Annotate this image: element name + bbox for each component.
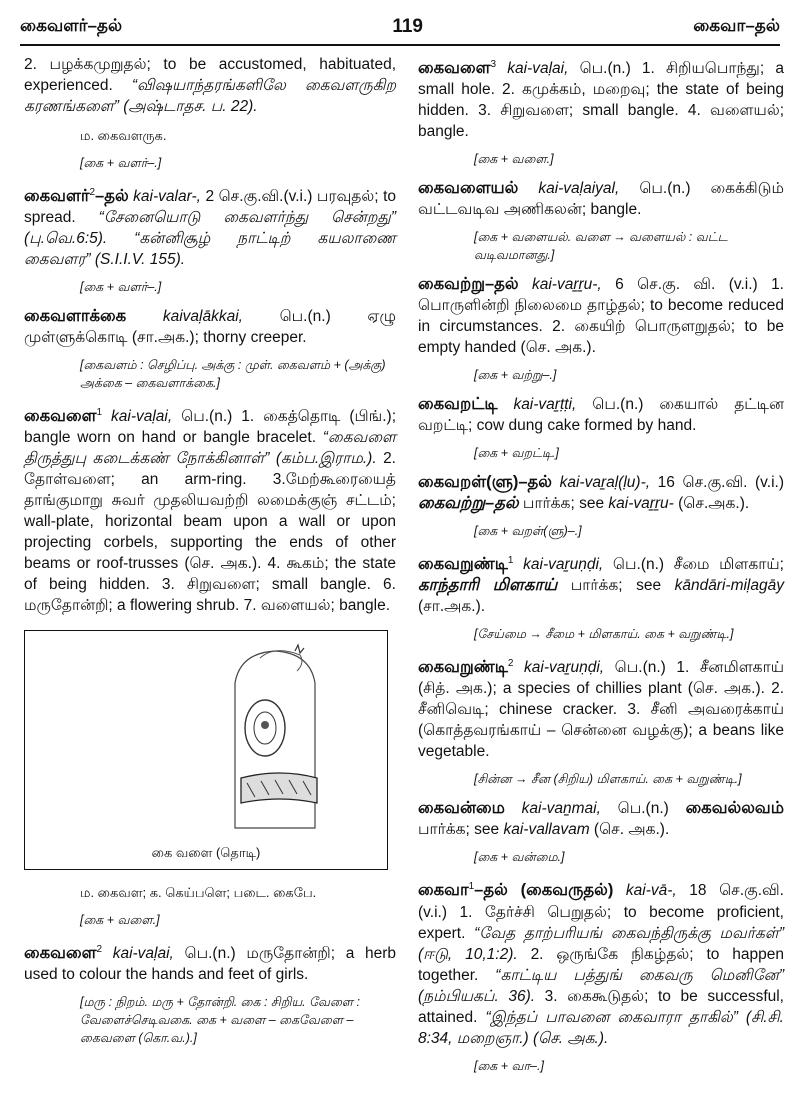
header-rule <box>20 44 780 46</box>
etymology: [மரு : நிறம். மரு + தோன்றி. கை : சிறிய. வேளை : வேளைச்செடிவகை. கை + வளை – கைவேளை – கைவளை (கொ.வ.).] <box>80 995 360 1046</box>
quotation: “சேனையொடு கைவளர்ந்து சென்றது” (பு.வெ.6:5). “கன்னிசூழ் நாட்டிற் கயலாணை கைவளர” (S.I.I.V. 155). <box>24 209 396 269</box>
definition-text: 16 செ.கு.வி. (v.i.) <box>650 474 784 492</box>
entry-continued <box>24 54 396 117</box>
entry-kaivarru <box>418 274 784 358</box>
entry-kaivanmai <box>418 798 784 840</box>
header-right-guide-word: கைவா–தல் <box>693 16 780 35</box>
entry-kaivalai-1 <box>24 402 396 616</box>
headword: கைவறள்(ளு)–தல் <box>418 473 552 492</box>
transliteration: kai-vaṟaḷ(ḷu)-, <box>559 474 651 492</box>
left-column <box>24 54 396 1057</box>
etymology: [கை + வறட்டி.] <box>474 446 559 461</box>
homonym-number: 1 <box>96 407 103 419</box>
transliteration: kai-valar-, <box>133 188 201 206</box>
definition-text: 2 செ.கு.வி.(v.i.) பரவுதல்; to spread. <box>24 188 397 227</box>
headword: கைவளை <box>24 944 97 963</box>
transliteration: kai-vā-, <box>625 882 677 900</box>
homonym-number: 2 <box>89 187 96 198</box>
entry-kaiva-1 <box>418 876 784 1048</box>
definition-text: 18 செ.கு.வி. (v.i.) 1. தேர்ச்சி பெறுதல்; to become proficient, expert. <box>418 882 784 942</box>
bangle-illustration <box>24 630 388 870</box>
etymology: [கை + வளை.] <box>80 913 160 928</box>
entry-kaivaral <box>418 472 784 514</box>
entry-kaivalaiyal <box>418 178 784 220</box>
headword: கைவா <box>418 881 469 900</box>
entry-kaivalakkai <box>24 306 396 348</box>
page-number: 119 <box>392 16 423 37</box>
definition-text-2: பார்க்க; see <box>557 577 675 595</box>
homonym-number: 2 <box>96 944 103 956</box>
transliteration: kai-vaḷai, <box>111 408 173 426</box>
cross-reference: கைவல்லவம் <box>685 799 784 818</box>
etymology: [சேய்மை → சீமை + மிளகாய். கை + வறுண்டி.] <box>474 627 734 642</box>
headword: கைவறுண்டி <box>418 658 508 677</box>
transliteration: kai-vaṟuṇḍi, <box>523 556 604 574</box>
headword-suffix: –தல் (கைவருதல்) <box>474 881 614 900</box>
transliteration: kai-vaṟuṇḍi, <box>524 659 605 677</box>
definition-text: பெ.(n.) 1. சீனமிளகாய் (சித். அக.); a species of chillies plant (செ. அக.). 2. சீனிவெடி; chinese cracker. 3. சீனி அவரைக்காய் (கொத்தவரங்காய் – சென்னை வழக்கு); a beans like vegetable. <box>418 659 784 761</box>
page-header <box>20 14 780 40</box>
headword: கைவறட்டி <box>418 395 498 414</box>
homonym-number: 2 <box>507 658 514 670</box>
cognates: ம. கைவள; க. கெய்பளெ; படை. கைபே. <box>80 885 317 901</box>
cross-reference-transliteration: kāndāri-miḷagāy <box>674 577 784 595</box>
transliteration: kai-vaḷaiyal, <box>538 180 620 198</box>
definition-text: பெ.(n.) கைக்கிடும் வட்டவடிவ அணிகலன்; bangle. <box>418 180 784 219</box>
etymology: [கை + வற்று–.] <box>474 368 557 383</box>
homonym-number: 1 <box>507 555 514 567</box>
homonym-number: 1 <box>468 881 475 893</box>
definition-text-2: 2. ஒருங்கே நிகழ்தல்; to happen together. <box>418 945 785 984</box>
right-column <box>418 54 784 1085</box>
definition-text-2: 2. தோள்வளை; an arm-ring. 3.மேற்கூரையைத் தாங்குமாறு சுவர் முதலியவற்றி லமைக்குஞ் சட்டம்; wall-plate, horizontal beam upon a wall or upon projecting corbels, supporting the ends of other beams or roof-trusses (செ. அக.). 4. கூகம்; the state of being hidden. 3. சிறுவளை; small bangle. 6. மருதோன்றி; a flowering shrub. 7. வளையல்; bangle. <box>24 450 396 615</box>
cognates: ம. கைவளருக. <box>80 128 167 143</box>
headword: கைவளையல் <box>418 179 519 198</box>
cross-reference-transliteration: kai-vaṟṟu- <box>608 495 674 513</box>
definition-text-3: 3. கைகூடுதல்; to be successful, attained. <box>418 987 784 1026</box>
headword: கைவறுண்டி <box>418 555 508 574</box>
etymology: [கை + வளை.] <box>474 152 554 167</box>
headword: கைவளை <box>24 407 97 426</box>
entry-kaivaratti <box>418 394 784 436</box>
definition-text: பெ.(n.) 1. கைத்தொடி (பிங்.); bangle worn on hand or bangle bracelet. <box>24 408 397 447</box>
headword: கைவளை <box>418 59 491 78</box>
definition-text: பெ.(n.) 1. சிறியபொந்து; a small hole. 2. கமுக்கம், மறைவு; the state of being hidden. 3. சிறுவளை; small bangle. 4. வளையல்; bangle. <box>418 60 784 141</box>
etymology: [கைவளம் : செழிப்பு. அக்கு : முள். கைவளம் + (அக்கு) அக்கை – கைவளாக்கை.] <box>80 358 386 391</box>
cross-reference: காந்தாரி மிளகாய் <box>418 576 558 595</box>
definition-text: 2. பழக்கமுறுதல்; to be accustomed, habituated, experienced. <box>24 56 396 94</box>
homonym-number: 3 <box>490 59 497 70</box>
quotation: “விஷயாந்தரங்களிலே கைவளருகிற கரணங்களை” (அஷ்டாதச. ப. 22). <box>24 77 396 115</box>
etymology: [கை + வா–.] <box>474 1058 544 1073</box>
definition-text: 6 செ.கு. வி. (v.i.) 1. பொருளின்றி நிலைமை தாழ்தல்; to become reduced in circumstances. 2. கையிற் பொருளறுதல்; to be empty handed (செ. அக.). <box>418 276 784 357</box>
headword: கைவளாக்கை <box>24 307 127 326</box>
transliteration: kaivaḷākkai, <box>162 308 243 326</box>
transliteration: kai-vaḷai, <box>507 60 569 78</box>
definition-text-2: பார்க்க; see <box>518 495 609 513</box>
transliteration: kai-vaṉmai, <box>521 800 601 818</box>
etymology: [கை + வளர்–.] <box>80 156 162 170</box>
quotation-1: “வேத தாற்பரியங் கைவந்திருக்கு மவர்கள்” (ஈடு, 10,1:2). <box>418 924 784 963</box>
definition-text-2: பார்க்க; see <box>418 821 504 839</box>
headword: கைவன்மை <box>418 799 505 818</box>
definition-text-3: (செ. அக.). <box>589 821 670 839</box>
etymology: [கை + வளையல். வளை → வளையல் : வட்ட வடிவமானது.] <box>474 230 728 263</box>
etymology: [கை + வறள்(ளு)–.] <box>474 524 582 539</box>
quotation-3: “இந்தப் பாவனை கைவாரா தாகில்” (சி.சி. 8:34, மறைஞா.) (செ. அக.). <box>418 1008 784 1047</box>
transliteration: kai-vaḷai, <box>112 945 174 963</box>
entry-kaivarundi-1 <box>418 550 784 617</box>
entry-kaivalar-2 <box>24 182 396 270</box>
header-left-guide-word: கைவளர்–தல் <box>20 16 123 35</box>
transliteration: kai-vaṟṭṭi, <box>513 396 577 414</box>
cross-reference: கைவற்று–தல் <box>418 494 519 513</box>
etymology: [சின்ன → சீன (சிறிய) மிளகாய். கை + வறுண்டி.] <box>474 772 742 787</box>
bangle-drawing <box>205 643 355 833</box>
definition-text: பெ.(n.) <box>600 800 686 818</box>
entry-kaivarundi-2 <box>418 653 784 762</box>
cross-reference-transliteration: kai-vallavam <box>503 821 590 839</box>
definition-text: பெ.(n.) மருதோன்றி; a herb used to colour the hands and feet of girls. <box>24 945 397 984</box>
quotation-2: “காட்டிய பத்துங் கைவரு மெனினே” (நம்பியகப். 36). <box>418 966 785 1005</box>
entry-kaivalai-3 <box>418 54 784 142</box>
definition-text-3: (சா.அக.). <box>418 598 486 616</box>
definition-text: பெ.(n.) ஏழு முள்ளுக்கொடி (சா.அக.); thorny creeper. <box>24 308 396 347</box>
transliteration: kai-vaṟṟu-, <box>531 276 602 294</box>
entry-kaivalai-2 <box>24 939 396 985</box>
etymology: [கை + வளர்–.] <box>80 280 162 295</box>
definition-text: பெ.(n.) சீமை மிளகாய்; <box>603 556 784 574</box>
headword: கைவளர் <box>24 187 90 206</box>
quotation: “கைவளை திருத்துபு கடைக்கண் நோக்கினாள்” (கம்ப.இராம.). <box>24 429 396 468</box>
definition-text: பெ.(n.) கையால் தட்டின வறட்டி; cow dung cake formed by hand. <box>418 396 784 435</box>
headword: கைவற்று–தல் <box>418 275 519 294</box>
headword-suffix: –தல் <box>95 187 129 206</box>
definition-text-3: (செ.அக.). <box>673 495 750 513</box>
etymology: [கை + வன்மை.] <box>474 850 565 865</box>
figure-caption: கை வளை (தொடி) <box>151 845 261 861</box>
